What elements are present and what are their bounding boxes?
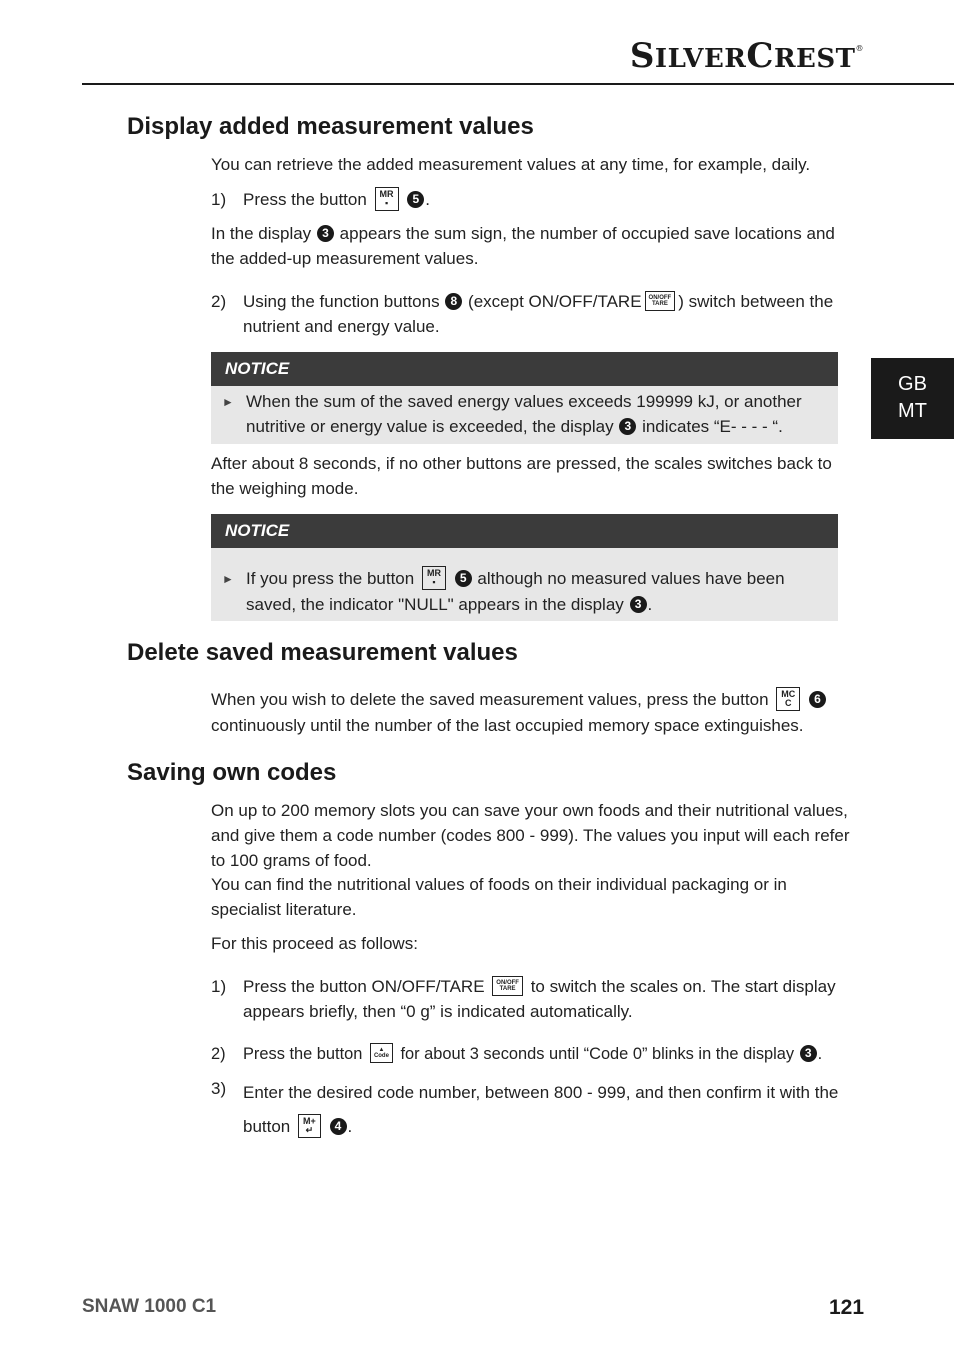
ref-number-icon: 5 [407,191,424,208]
ref-number-icon: 3 [630,596,647,613]
ref-number-icon: 5 [455,570,472,587]
brand-logo: SILVERCREST® [629,36,864,76]
section1-step2: 2) Using the function buttons 8 (except ON/OFF/TARE ON/OFF TARE ) switch between the nutrient and energy value. [211,292,834,336]
section3-para3: For this proceed as follows: [211,934,418,953]
ref-number-icon: 3 [619,418,636,435]
page-number: 121 [829,1296,865,1319]
ref-number-icon: 8 [445,293,462,310]
notice-box-2: NOTICE ► If you press the button MR ▪ 5 although no measured values have been saved, the indicator "NULL" appears in the display 3 . [211,514,838,621]
mr-key-icon: MR ▪ [375,187,399,211]
bullet-arrow-icon: ► [222,572,234,586]
ref-number-icon: 6 [809,691,826,708]
notice-box-1: NOTICE ► When the sum of the saved energy values exceeds 199999 kJ, or another nutritive or energy value is exceeded, the display 3 indicates “E- - - - “. [211,352,838,444]
code-key-icon: ▲ Code [370,1043,393,1063]
section1-display-para: In the display 3 appears the sum sign, the number of occupied save locations and the added-up measurement values. [211,224,835,268]
header-divider [82,83,954,85]
mr-key-icon: MR ▪ [422,566,446,590]
notice-title: NOTICE [211,352,838,386]
section1-after-para: After about 8 seconds, if no other buttons are pressed, the scales switches back to the weighing mode. [211,454,832,498]
mc-key-icon: MC C [776,687,800,711]
on-off-tare-key-icon: ON/OFF TARE [492,976,523,996]
ref-number-icon: 3 [800,1045,817,1062]
bullet-arrow-icon: ► [222,395,234,409]
section3-para2: You can find the nutritional values of foods on their individual packaging or in specialist literature. [211,875,787,919]
notice-title: NOTICE [211,514,838,548]
section1-intro: You can retrieve the added measurement values at any time, for example, daily. [211,155,811,174]
section-title-delete-saved: Delete saved measurement values [127,639,518,666]
ref-number-icon: 3 [317,225,334,242]
ref-number-icon: 4 [330,1118,347,1135]
section3-step3: 3) Enter the desired code number, between 800 - 999, and then confirm it with the button M+ ↵ 4 . [211,1079,839,1136]
on-off-tare-key-icon: ON/OFF TARE [645,291,676,311]
language-tab [871,358,954,439]
section3-step1: 1) Press the button ON/OFF/TARE ON/OFF TARE to switch the scales on. The start display appears briefly, then “0 g” is indicated automatically. [211,977,836,1021]
language-code-mt: MT [898,400,927,422]
m-plus-enter-key-icon: M+ ↵ [298,1114,321,1138]
section1-step1: 1) Press the button MR ▪ 5 . [211,188,431,209]
section3-step2: 2) Press the button ▲ Code for about 3 seconds until “Code 0” blinks in the display 3 . [211,1042,841,1067]
footer-model: SNAW 1000 C1 [82,1296,217,1317]
section-title-saving-codes: Saving own codes [127,759,337,786]
section3-para1: On up to 200 memory slots you can save your own foods and their nutritional values, and give them a code number (codes 800 - 999). The values you input will each refer to 100 grams of food. [211,801,850,870]
section2-para: When you wish to delete the saved measurement values, press the button MC C 6 continuously until the number of the last occupied memory space extinguishes. [211,687,851,738]
section-title-display-added: Display added measurement values [127,113,534,140]
language-code-gb: GB [898,373,927,395]
